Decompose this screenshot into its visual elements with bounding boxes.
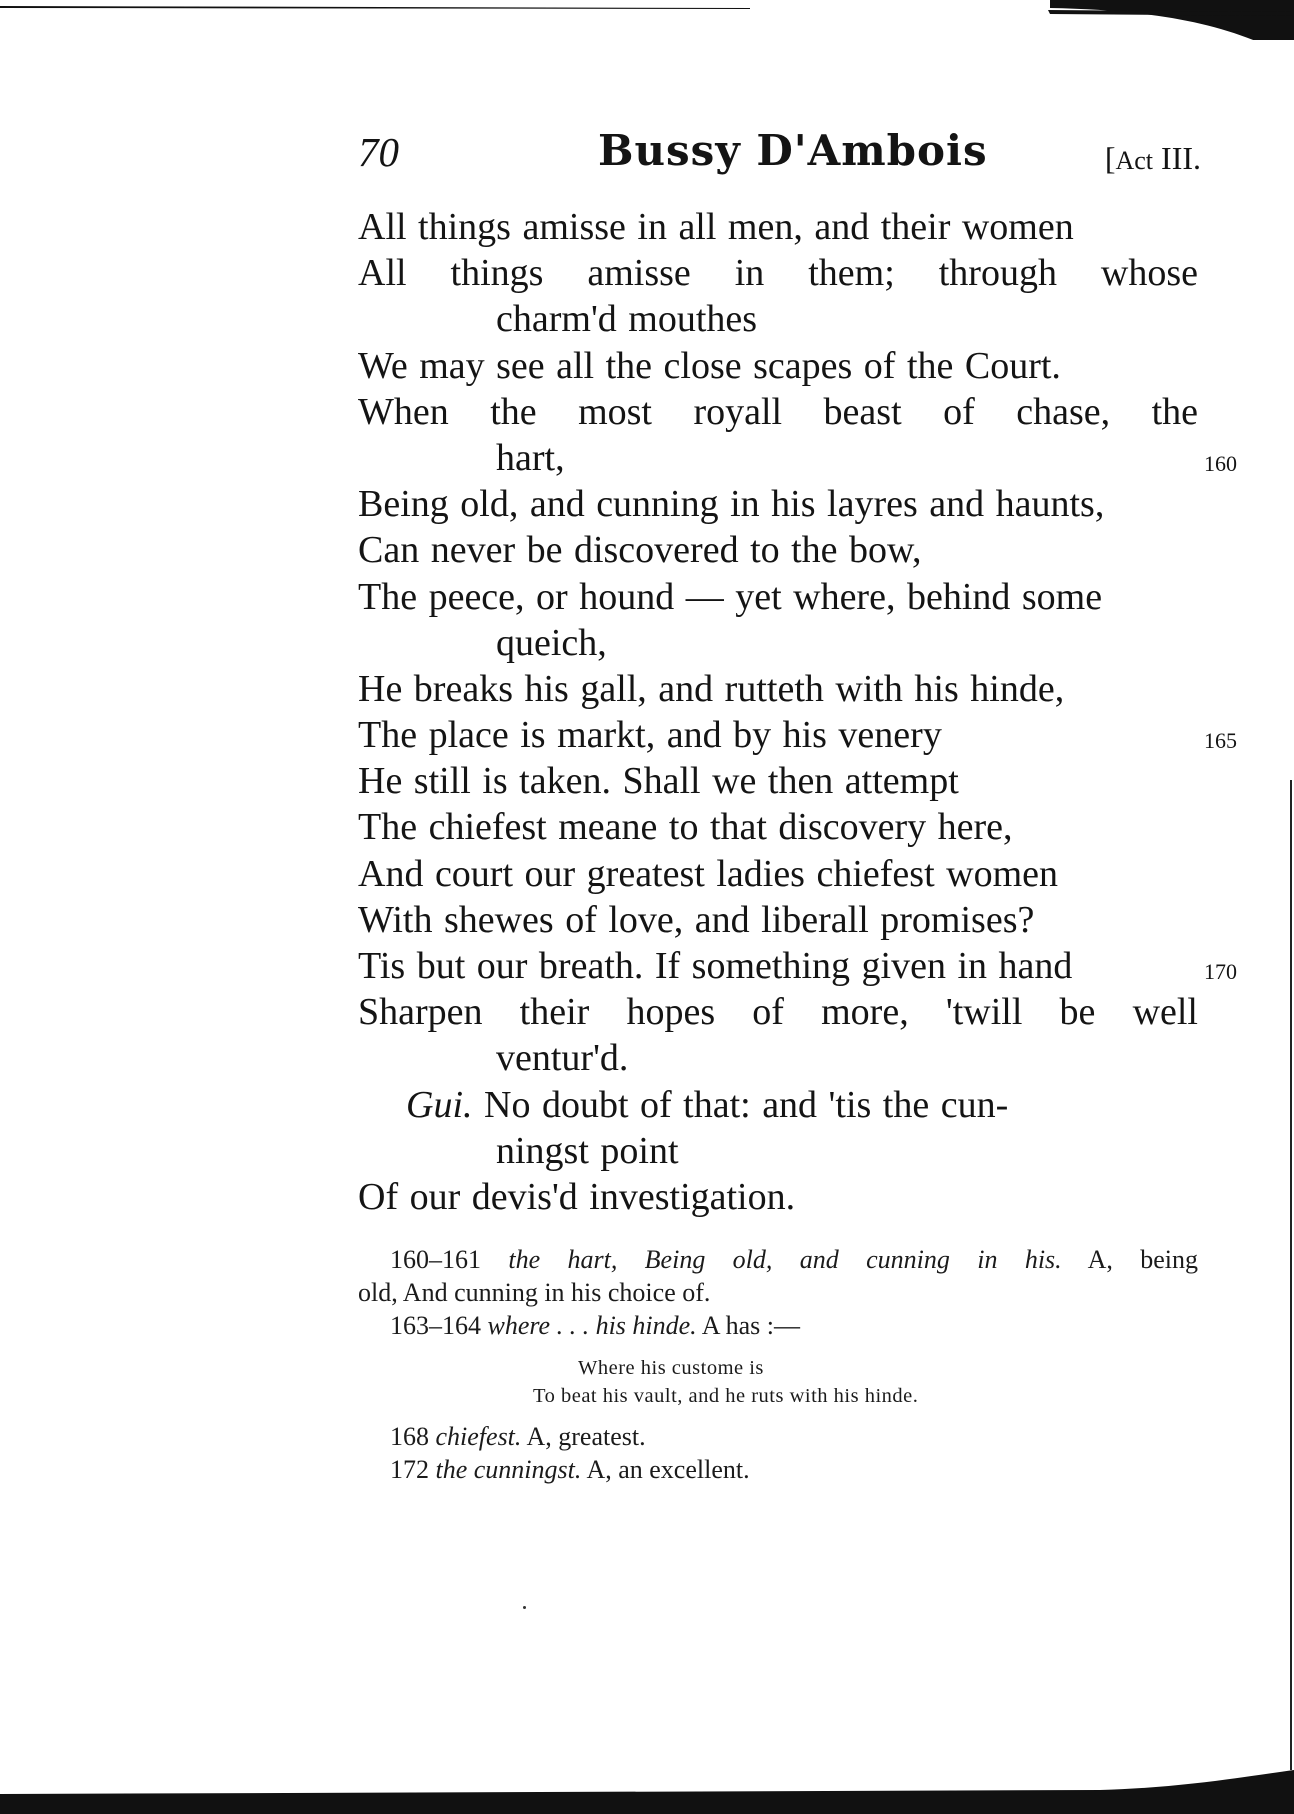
footnote-ref: 163–164 <box>390 1311 481 1340</box>
footnote-reading: A has :— <box>701 1311 800 1340</box>
verse-line: All things amisse in all men, and their women <box>358 206 1074 248</box>
verse-line-continuation: queich, <box>496 621 607 664</box>
footnote-ref: 168 <box>390 1422 429 1451</box>
ink-speck <box>523 1606 526 1609</box>
verse-line: He breaks his gall, and rutteth with his hinde, <box>358 667 1065 710</box>
footnote-lemma: the hart, Being old, and cunning in his. <box>508 1245 1062 1274</box>
verse-block <box>358 204 1237 1220</box>
verse-line: When the most royall beast of chase, the <box>358 390 1198 433</box>
verse-line: The place is markt, and by his venery 165 <box>358 712 1198 758</box>
verse-line: Tis but our breath. If something given in hand 170 <box>358 943 1198 989</box>
footnote-reading: A, being <box>1087 1245 1198 1274</box>
verse-line: Of our devis'd investigation. <box>358 1175 796 1218</box>
footnote-reading: A, greatest. <box>526 1422 646 1451</box>
verse-line: And court our greatest ladies chiefest women <box>358 852 1058 895</box>
footnote-lemma: where . . . his hinde. <box>487 1311 697 1340</box>
footnote <box>358 1420 1198 1453</box>
footnote-ref: 160–161 <box>390 1245 481 1274</box>
scan-top-edge <box>0 0 1294 40</box>
speaker-name: Gui. <box>406 1083 473 1126</box>
scan-bottom-edge <box>0 1770 1294 1814</box>
footnote <box>358 1309 1198 1342</box>
footnote-reading: A, an excellent. <box>586 1455 750 1484</box>
footnote <box>358 1453 1198 1486</box>
running-title: Bussy D'Ambois <box>598 126 988 175</box>
verse-line: Being old, and cunning in his layres and haunts, <box>358 483 1105 526</box>
verse-line-continuation: hart, 160 <box>358 435 1198 481</box>
act-label: Act <box>1115 146 1154 175</box>
act-number: III. <box>1161 140 1201 176</box>
footnote-continuation: old, And cunning in his choice of. <box>358 1278 711 1307</box>
verse-line-continuation: ningst point <box>496 1129 679 1172</box>
running-header <box>358 128 1213 188</box>
quotation-line: Where his custome is <box>578 1357 764 1379</box>
verse-line: All things amisse in them; through whose <box>358 252 1198 295</box>
verse-line-continuation: charm'd mouthes <box>496 298 758 341</box>
scan-right-edge <box>1270 780 1294 1780</box>
verse-line: He still is taken. Shall we then attempt <box>358 760 959 803</box>
line-number: 160 <box>1204 450 1237 476</box>
verse-line: We may see all the close scapes of the Court. <box>358 344 1061 387</box>
line-number: 170 <box>1204 959 1237 984</box>
verse-line: The chiefest meane to that discovery here, <box>358 806 1013 849</box>
line-number: 165 <box>1204 728 1237 754</box>
verse-line: With shewes of love, and liberall promises? <box>358 898 1035 941</box>
act-marker <box>1105 140 1201 177</box>
act-bracket: [ <box>1104 140 1116 176</box>
verse-line-continuation: ventur'd. <box>496 1037 629 1080</box>
verse-line: Sharpen their hopes of more, 'twill be well <box>358 991 1198 1034</box>
verse-line-speech: Gui. No doubt of that: and 'tis the cun- <box>406 1083 1009 1126</box>
verse-line: The peece, or hound — yet where, behind some <box>358 575 1103 618</box>
footnote-lemma: the cunningst. <box>435 1455 582 1484</box>
footnotes <box>358 1243 1198 1486</box>
page-number: 70 <box>358 129 399 175</box>
verse-line: Can never be discovered to the bow, <box>358 529 922 572</box>
quotation-line: To beat his vault, and he ruts with his hinde. <box>533 1385 919 1407</box>
footnote-ref: 172 <box>390 1455 429 1484</box>
footnote-lemma: chiefest. <box>435 1422 522 1451</box>
footnote-quotation <box>358 1354 1198 1410</box>
footnote <box>358 1243 1198 1276</box>
